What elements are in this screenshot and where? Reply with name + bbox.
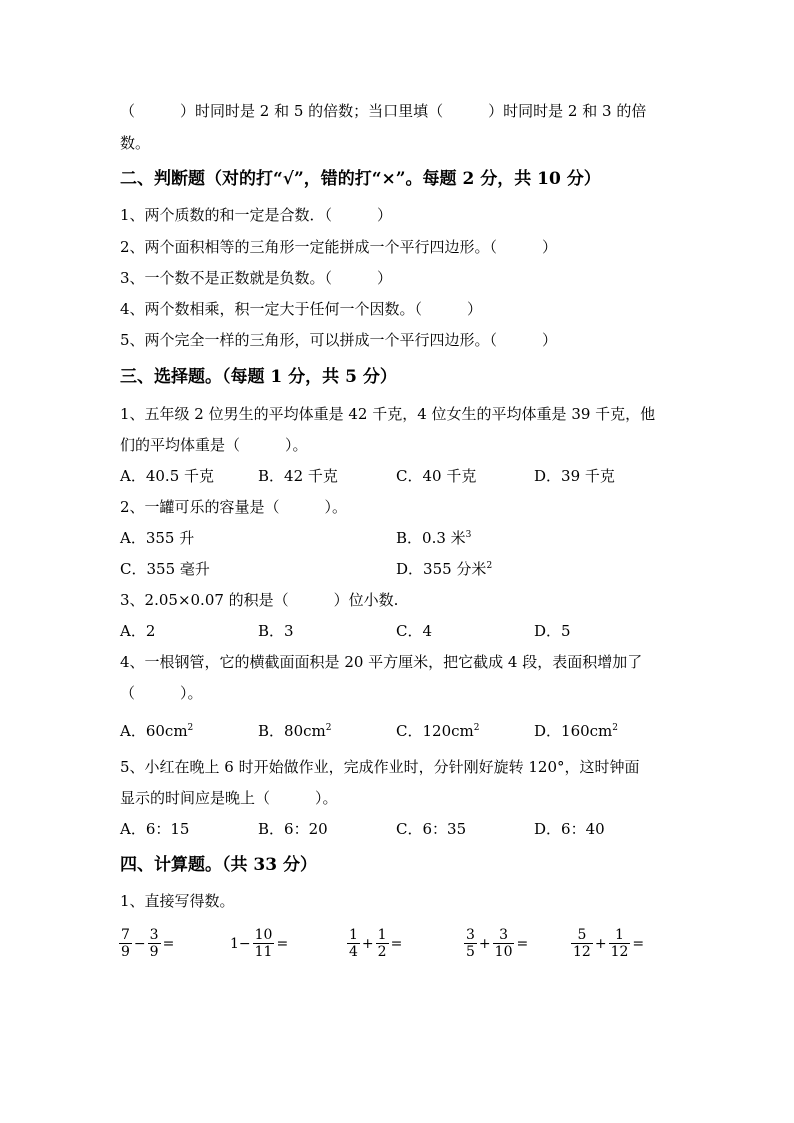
choice-q1-option-b: B．42 千克 <box>258 467 338 485</box>
choice-q5-option-c: C．6：35 <box>396 820 467 838</box>
choice-q4-option-b-text: B．80cm <box>258 722 326 740</box>
operator: + <box>361 935 374 952</box>
fraction <box>571 928 593 959</box>
choice-q4-option-d-sup: 2 <box>612 723 619 733</box>
choice-q3-option-d: D．5 <box>534 622 571 640</box>
choice-q4-option-d <box>534 721 618 741</box>
leading-term: 1− <box>230 935 251 952</box>
choice-q5-line-1: 5、小红在晚上 6 时开始做作业，完成作业时，分针刚好旋转 120°，这时钟面 <box>120 758 640 776</box>
numerator: 3 <box>499 927 509 943</box>
calc-expr-2 <box>229 928 289 959</box>
operator: + <box>594 935 607 952</box>
equals-sign: = <box>632 935 645 952</box>
choice-q4-line-2: （ ）。 <box>120 684 203 702</box>
section-2-title: 二、判断题（对的打“√”，错的打“×”。每题 2 分，共 10 分） <box>120 169 601 189</box>
judge-item-3: 3、一个数不是正数就是负数。（ ） <box>120 269 393 287</box>
numerator: 1 <box>349 927 358 943</box>
choice-q2-option-b <box>396 528 471 548</box>
choice-q5-line-2: 显示的时间应是晚上（ ）。 <box>120 789 338 807</box>
fraction <box>148 928 161 959</box>
numerator: 3 <box>466 927 475 943</box>
numerator: 1 <box>377 927 387 943</box>
denominator: 10 <box>494 944 513 960</box>
fraction <box>376 928 389 959</box>
fraction <box>609 928 631 959</box>
choice-q1-line-1: 1、五年级 2 位男生的平均体重是 42 千克，4 位女生的平均体重是 39 千克，他 <box>120 405 656 423</box>
choice-q4-option-a-sup: 2 <box>187 723 194 733</box>
equals-sign: = <box>162 935 175 952</box>
choice-q4-option-a-text: A．60cm <box>120 722 188 740</box>
denominator: 2 <box>377 944 387 960</box>
choice-q2-option-c: C．355 毫升 <box>120 560 210 578</box>
denominator: 5 <box>466 944 475 960</box>
judge-item-2: 2、两个面积相等的三角形一定能拼成一个平行四边形。（ ） <box>120 238 558 256</box>
judge-item-4: 4、两个数相乘，积一定大于任何一个因数。（ ） <box>120 300 483 318</box>
section-3-title: 三、选择题。（每题 1 分，共 5 分） <box>120 367 397 387</box>
intro-line-1: （ ）时同时是 2 和 5 的倍数；当口里填（ ）时同时是 2 和 3 的倍 <box>120 102 647 120</box>
choice-q5-option-d: D．6：40 <box>534 820 605 838</box>
choice-q4-option-b-sup: 2 <box>325 723 332 733</box>
choice-q2-option-d-sup: 2 <box>486 561 493 571</box>
fraction <box>119 928 132 959</box>
denominator: 9 <box>149 944 159 960</box>
choice-q1-option-d: D．39 千克 <box>534 467 615 485</box>
denominator: 4 <box>349 944 358 960</box>
choice-q2-option-b-text: B．0.3 米 <box>396 529 466 547</box>
choice-q4-line-1: 4、一根钢管，它的横截面面积是 20 平方厘米，把它截成 4 段，表面积增加了 <box>120 653 643 671</box>
choice-q2-option-d-text: D．355 分米 <box>396 560 487 578</box>
choice-q3-option-b: B．3 <box>258 622 294 640</box>
fraction <box>347 928 360 959</box>
choice-q3-option-a: A．2 <box>120 622 156 640</box>
calc-expr-4 <box>463 928 529 959</box>
choice-q2-option-a: A．355 升 <box>120 529 195 547</box>
denominator: 12 <box>573 944 591 960</box>
equals-sign: = <box>390 935 403 952</box>
choice-q4-option-c-sup: 2 <box>473 723 480 733</box>
choice-q2-option-d <box>396 559 492 579</box>
choice-q4-option-c-text: C．120cm <box>396 722 474 740</box>
judge-item-5: 5、两个完全一样的三角形，可以拼成一个平行四边形。（ ） <box>120 331 558 349</box>
calc-q1-line: 1、直接写得数。 <box>120 892 235 910</box>
numerator: 5 <box>577 927 587 943</box>
equals-sign: = <box>276 935 289 952</box>
equals-sign: = <box>516 935 529 952</box>
numerator: 10 <box>254 927 273 943</box>
numerator: 3 <box>149 927 159 943</box>
section-4-title: 四、计算题。（共 33 分） <box>120 855 317 875</box>
choice-q5-option-b: B．6：20 <box>258 820 328 838</box>
operator: + <box>478 935 491 952</box>
choice-q4-option-c <box>396 721 479 741</box>
choice-q1-option-c: C．40 千克 <box>396 467 477 485</box>
fraction <box>493 928 515 959</box>
numerator: 7 <box>121 927 130 943</box>
choice-q5-option-a: A．6：15 <box>120 820 190 838</box>
intro-line-2: 数。 <box>120 134 151 152</box>
fraction <box>253 928 275 959</box>
choice-q4-option-b <box>258 721 331 741</box>
choice-q1-option-a: A．40.5 千克 <box>120 467 214 485</box>
calc-expr-3 <box>346 928 403 959</box>
choice-q4-option-a <box>120 721 193 741</box>
judge-item-1: 1、两个质数的和一定是合数．（ ） <box>120 206 393 224</box>
choice-q2-line: 2、一罐可乐的容量是（ ）。 <box>120 498 348 516</box>
calc-expr-5 <box>570 928 645 959</box>
operator: − <box>133 935 146 952</box>
choice-q3-line: 3、2.05×0.07 的积是（ ）位小数. <box>120 591 399 609</box>
choice-q4-option-d-text: D．160cm <box>534 722 613 740</box>
calc-expr-1 <box>118 928 175 959</box>
numerator: 1 <box>615 927 624 943</box>
choice-q2-option-b-sup: 3 <box>465 530 472 540</box>
denominator: 9 <box>121 944 130 960</box>
denominator: 12 <box>610 944 629 960</box>
denominator: 11 <box>254 944 273 960</box>
fraction <box>464 928 477 959</box>
choice-q3-option-c: C．4 <box>396 622 433 640</box>
choice-q1-line-2: 们的平均体重是（ ）。 <box>120 436 308 454</box>
